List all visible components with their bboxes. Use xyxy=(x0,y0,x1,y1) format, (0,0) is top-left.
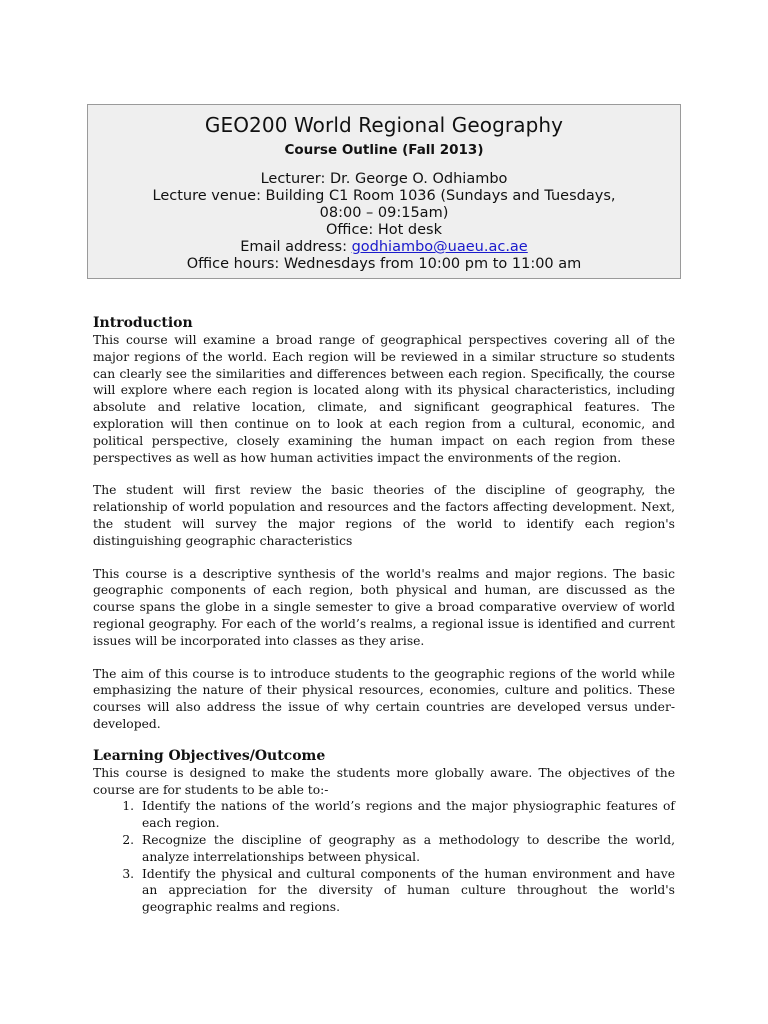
objectives-list xyxy=(93,798,675,916)
venue-line-2: 08:00 – 09:15am) xyxy=(319,205,449,221)
intro-paragraph-4: The aim of this course is to introduce students to the geographic regions of the world while emphasizing the nature of their physical resources, economies, culture and politics. These courses will also address the issue of why certain countries are developed versus under-developed. xyxy=(93,666,675,731)
objective-item: 3. Identify the physical and cultural components of the human environment and have an appreciation for the diversity of human culture throughout the world's geographic realms and regions. xyxy=(138,866,675,916)
intro-paragraph-3: This course is a descriptive synthesis of the world's realms and major regions. The basic geographic components of each region, both physical and human, are discussed as the course spans the globe in a single semester to give a broad comparative overview of world regional geography. For each of the world’s realms, a regional issue is identified and current issues will be incorporated into classes as they arise. xyxy=(93,566,675,648)
course-title: GEO200 World Regional Geography xyxy=(204,113,564,137)
intro-paragraph-2: The student will first review the basic theories of the discipline of geography, the relationship of world population and resources and the factors affecting development. Next, the student will survey the major regions of the world to identify each region's distinguishing geographic characteristics xyxy=(93,483,675,548)
email-label: Email address: xyxy=(240,239,352,255)
lecturer-line: Lecturer: Dr. George O. Odhiambo xyxy=(260,171,508,187)
intro-paragraph-1: This course will examine a broad range of geographical perspectives covering all of the major regions of the world. Each region will be reviewed in a similar structure so students can clearly see the similarities and differences between each region. Specifically, the course will explore where each region is located along with its physical characteristics, including absolute and relative location, climate, and significant geographical features. The exploration will then continue on to look at each region from a cultural, economic, and political perspective, closely examining the human impact on each region from these perspectives as well as how human activities impact the environments of the region. xyxy=(93,333,675,465)
objectives-heading: Learning Objectives/Outcome xyxy=(93,747,326,764)
document-body xyxy=(93,314,675,916)
office-hours-line: Office hours: Wednesdays from 10:00 pm to 11:00 am xyxy=(186,256,582,272)
course-subtitle: Course Outline (Fall 2013) xyxy=(284,142,484,158)
introduction-heading: Introduction xyxy=(93,315,193,331)
course-header-box xyxy=(87,104,681,279)
email-line xyxy=(88,239,680,256)
office-line: Office: Hot desk xyxy=(326,222,442,238)
venue-line-1: Lecture venue: Building C1 Room 1036 (Sundays and Tuesdays, xyxy=(152,188,616,204)
objective-item: 2. Recognize the discipline of geography as a methodology to describe the world, analyze interrelationships between physical. xyxy=(138,832,675,866)
objectives-intro: This course is designed to make the students more globally aware. The objectives of the course are for students to be able to:- xyxy=(93,765,675,797)
email-link[interactable]: godhiambo@uaeu.ac.ae xyxy=(351,239,528,255)
objective-item: 1. Identify the nations of the world’s regions and the major physiographic features of each region. xyxy=(138,798,675,832)
